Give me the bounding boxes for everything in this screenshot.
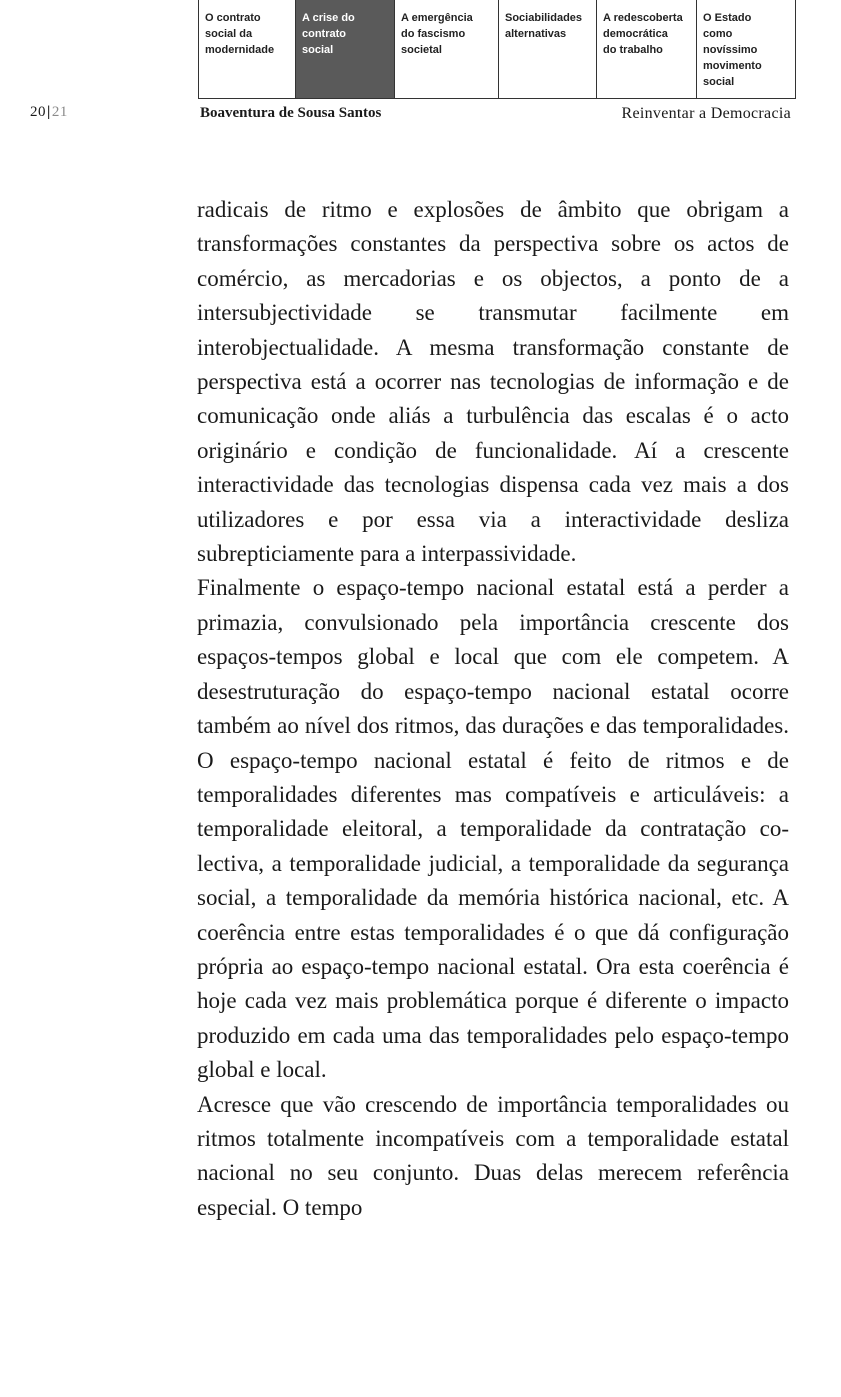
body-paragraph: radicais de ritmo e explosões de âmbito que obrigam a transformações constantes da perspectiva sobre os actos de comércio, as mercadorias e os objectos, a ponto de a intersubjectividade se transmutar facilmente em interobjectualidade. A mesma transformação constante de perspectiva está a ocorrer nas tecnologias de informação e de comunicação onde aliás a turbulência das escalas é o acto originário e condição de funcionalidade. Aí a crescente interactividade das tecnologias dispensa cada vez mais a dos utilizadores e por essa via a interactividade desliza subrepticiamente para a interpassividade. — [197, 197, 789, 567]
chapter-navigation-tabs — [198, 0, 796, 99]
page-number-right: 21 — [51, 104, 68, 120]
running-head — [0, 102, 841, 126]
body-text — [197, 193, 789, 1225]
chapter-tab-democratic-rediscovery-of-work[interactable]: A redescoberta democrática do trabalho — [597, 0, 697, 98]
chapter-tab-alternative-sociabilities[interactable]: Sociabilidades alternativas — [499, 0, 597, 98]
chapter-tab-modern-social-contract[interactable]: O contrato social da modernidade — [198, 0, 296, 98]
book-title: Reinventar a Democracia — [621, 105, 791, 122]
page-number-left: 20 — [30, 104, 46, 120]
chapter-tab-societal-fascism[interactable]: A emergência do fascismo societal — [395, 0, 499, 98]
chapter-tab-social-contract-crisis[interactable]: A crise do contrato social — [296, 0, 395, 98]
page-number-separator: | — [47, 104, 51, 120]
body-paragraph: Acresce que vão crescendo de importância temporalidades ou ritmos totalmente incompatíveis com a temporalidade estatal nacional no seu conjunto. Duas delas merecem referência especial. O tempo — [197, 1091, 789, 1220]
page-numbers — [30, 104, 68, 121]
chapter-tab-state-as-social-movement[interactable]: O Estado como novíssimo movimento social — [697, 0, 796, 98]
author-name: Boaventura de Sousa Santos — [200, 105, 382, 121]
body-paragraph: Finalmente o espaço-tempo nacional estatal está a perder a primazia, convulsionado pela importância crescente dos espaços-tempos global e local que com ele competem. A desestruturação do espaço-tempo nacional estatal ocorre também ao nível dos ritmos, das durações e das temporalidades. O espaço-tempo nacional estatal é feito de ritmos e de temporalidades diferentes mas compatíveis e articuláveis: a temporalidade eleitoral, a temporalidade da contratação colectiva, a temporalidade judicial, a temporalidade da segurança social, a temporalidade da memória histórica nacional, etc. A coerência entre estas temporalidades é o que dá configuração própria ao espaço-tempo nacional estatal. Ora esta coerência é hoje cada vez mais problemática porque é diferente o impacto produzido em cada uma das temporalidades pelo espaço-tempo global e local. — [197, 575, 789, 1083]
